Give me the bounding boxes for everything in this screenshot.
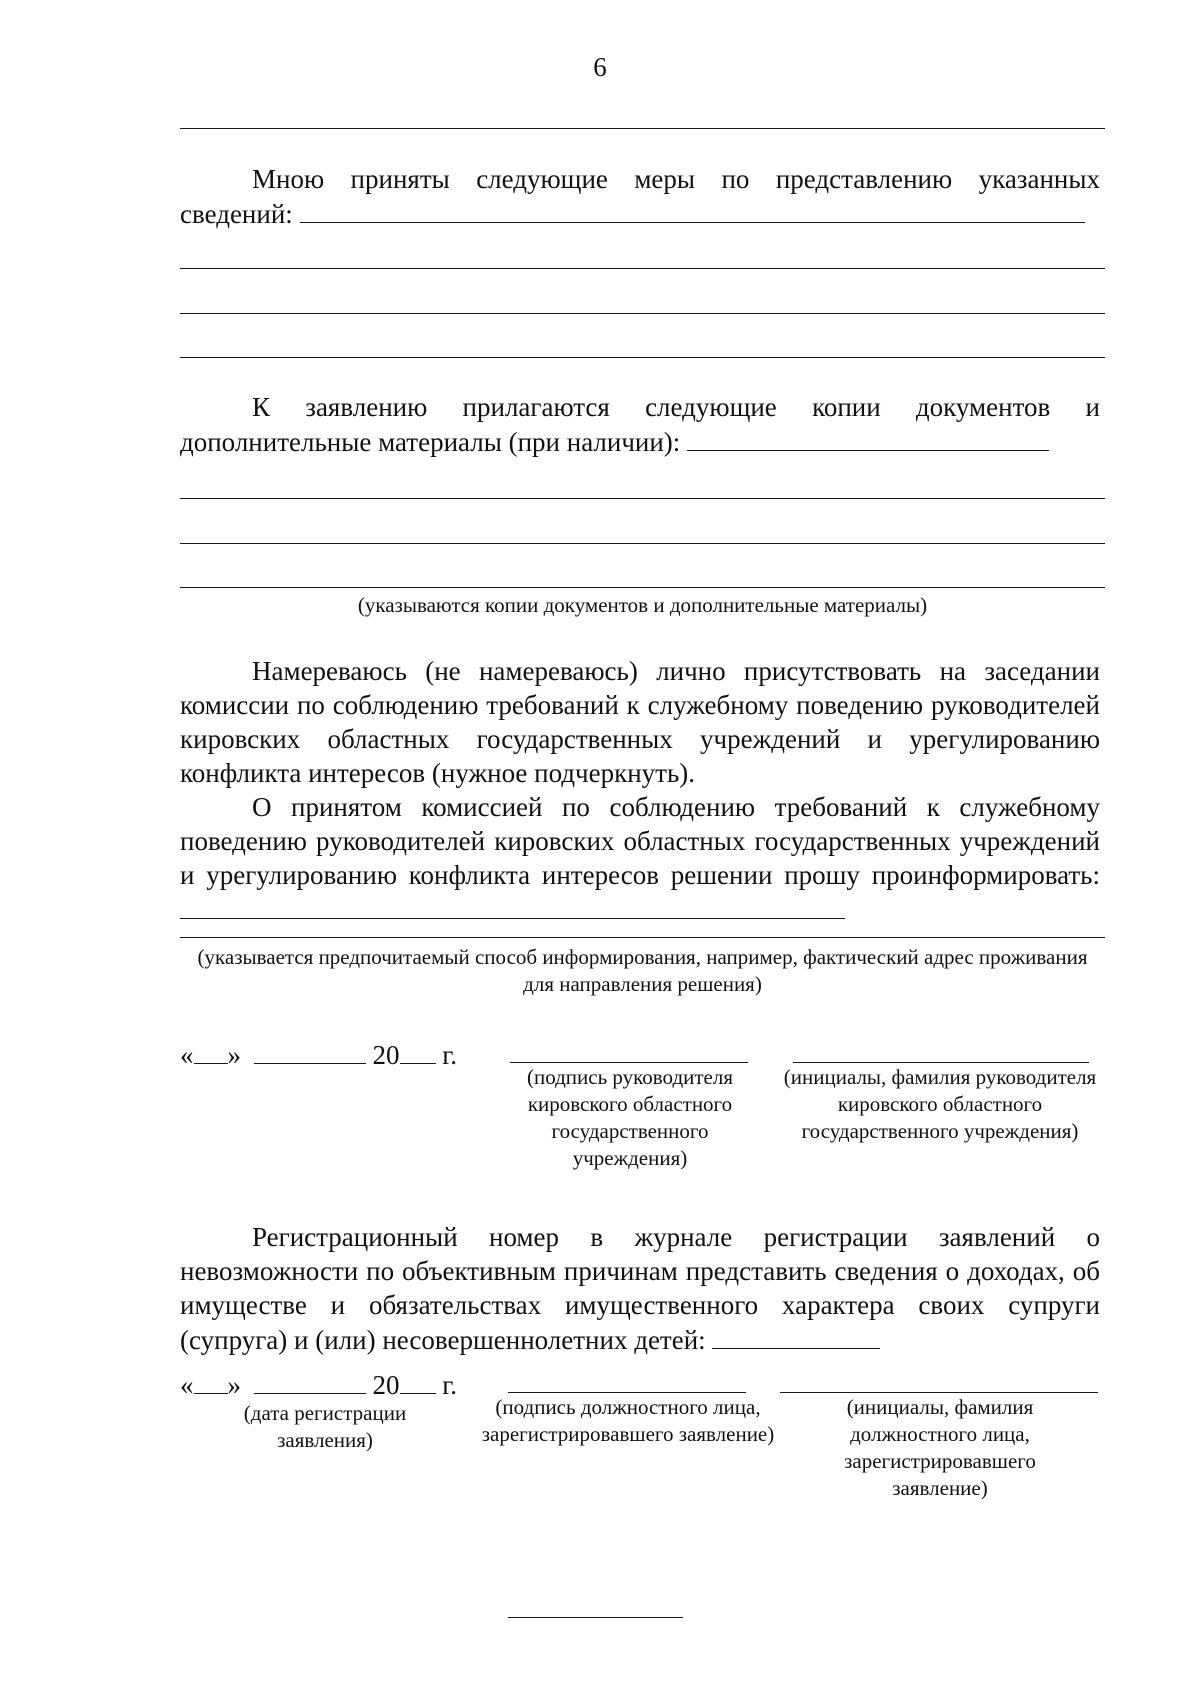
- date2-day-blank[interactable]: [194, 1371, 228, 1394]
- date1-open-quote: «: [180, 1040, 194, 1070]
- registration-text: Регистрационный номер в журнале регистрации заявлений о невозможности по объективным причинам представить сведения о доходах, об имуществе и обязательствах имущественного характера своих супруги (супруга) и (или) несовершеннолетних детей:: [180, 1222, 1100, 1355]
- sign2-name-line[interactable]: [780, 1392, 1098, 1393]
- attachments-note: (указываются копии документов и дополнительные материалы): [357, 593, 928, 617]
- attachments-line-3[interactable]: [180, 587, 1105, 588]
- measures-input-line[interactable]: [300, 196, 1085, 223]
- inform-input-line[interactable]: [180, 892, 845, 919]
- date-row-2: [180, 1370, 457, 1401]
- registration-paragraph: [180, 1220, 1100, 1357]
- date2-year-blank[interactable]: [400, 1371, 436, 1394]
- date2-year-prefix: 20: [372, 1370, 400, 1400]
- date1-year-blank[interactable]: [400, 1041, 436, 1064]
- measures-line-2[interactable]: [180, 313, 1105, 314]
- attachments-paragraph: [180, 390, 1100, 459]
- date1-month-blank[interactable]: [254, 1041, 366, 1064]
- closing-rule: [508, 1617, 683, 1618]
- registration-number-line[interactable]: [712, 1322, 880, 1349]
- inform-line[interactable]: [180, 937, 1105, 938]
- measures-line-1[interactable]: [180, 268, 1105, 269]
- inform-paragraph: [180, 790, 1100, 927]
- sign2-signature-line[interactable]: [508, 1392, 746, 1393]
- date1-year-suffix: г.: [442, 1040, 458, 1070]
- date1-day-blank[interactable]: [194, 1041, 228, 1064]
- measures-text: Мною приняты следующие меры по представлению указанных сведений:: [180, 164, 1100, 229]
- sign1-signature-line[interactable]: [510, 1062, 748, 1063]
- attachments-text: К заявлению прилагаются следующие копии документов и дополнительные материалы (при наличии):: [180, 392, 1100, 457]
- page-number: 6: [593, 52, 607, 82]
- attachments-line-1[interactable]: [180, 498, 1105, 499]
- header-rule: [180, 128, 1105, 129]
- attachments-input-line[interactable]: [687, 424, 1049, 451]
- date2-year-suffix: г.: [442, 1370, 458, 1400]
- sign2-signature-caption: (подпись должностного лица, зарегистрировавшего заявление): [481, 1395, 775, 1446]
- measures-line-3[interactable]: [180, 357, 1105, 358]
- sign1-name-caption: (инициалы, фамилия руководителя кировского областного государственного учреждения): [783, 1065, 1097, 1143]
- inform-note: (указывается предпочитаемый способ информирования, например, фактический адрес проживания для направления решения): [197, 945, 1088, 996]
- date2-open-quote: «: [180, 1370, 194, 1400]
- date2-close-quote: »: [227, 1370, 241, 1400]
- date-row-1: [180, 1040, 457, 1071]
- intend-paragraph: Намереваюсь (не намереваюсь) лично присутствовать на заседании комиссии по соблюдению требований к служебному поведению руководителей кировских областных государственных учреждений и урегулированию конфликта интересов (нужное подчеркнуть).: [180, 656, 1100, 788]
- sign1-name-line[interactable]: [793, 1062, 1089, 1063]
- sign2-name-caption: (инициалы, фамилия должностного лица, зарегистрировавшего заявление): [844, 1395, 1036, 1500]
- date1-close-quote: »: [227, 1040, 241, 1070]
- inform-text: О принятом комиссией по соблюдению требований к служебному поведению руководителей кировских областных государственных учреждений и урегулированию конфликта интересов решении прошу проинформировать:: [180, 792, 1100, 890]
- date1-year-prefix: 20: [372, 1040, 400, 1070]
- sign1-signature-caption: (подпись руководителя кировского областного государственного учреждения): [526, 1065, 734, 1170]
- measures-paragraph: [180, 162, 1100, 231]
- date2-month-blank[interactable]: [254, 1371, 366, 1394]
- attachments-line-2[interactable]: [180, 543, 1105, 544]
- date2-caption: (дата регистрации заявления): [243, 1401, 407, 1452]
